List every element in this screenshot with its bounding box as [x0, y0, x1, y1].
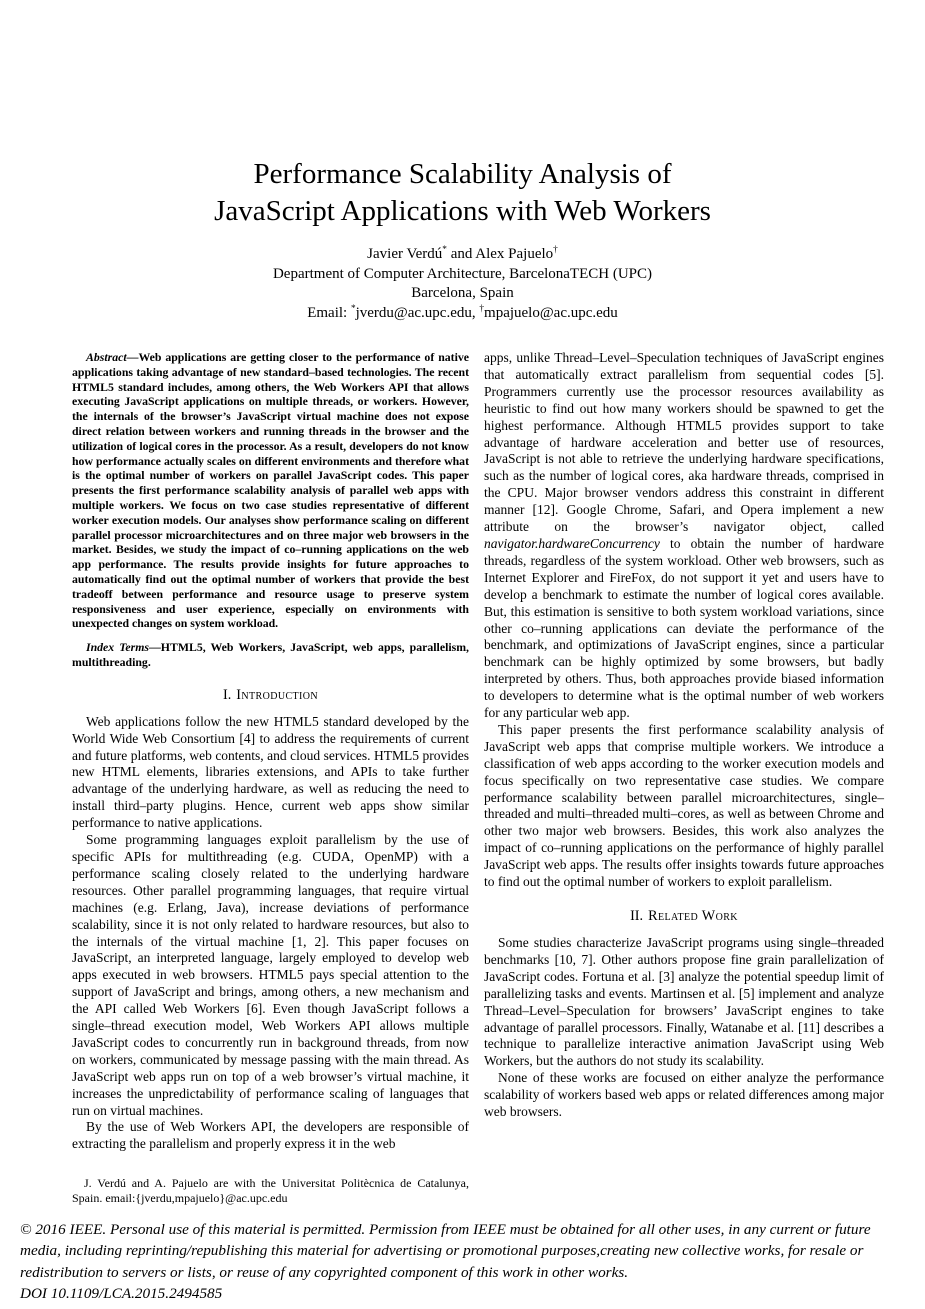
- intro-paragraph-3-start: By the use of Web Workers API, the developers are responsible of extracting the parallelism and properly express it in the web: [72, 1119, 469, 1152]
- section-heading-introduction: [72, 687, 469, 704]
- abstract-label: Abstract: [86, 350, 127, 364]
- author-affiliation: Department of Computer Architecture, BarcelonaTECH (UPC): [272, 265, 653, 282]
- author-names: [0, 245, 925, 265]
- section-number: II.: [630, 908, 644, 924]
- paper-title: [0, 156, 925, 230]
- intro-paragraph-4: This paper presents the first performance scalability analysis of JavaScript web apps that comprise multiple workers. We introduce a classification of web apps according to the worker execution models and focus specifically on two representative case studies. We compare performance scalability between parallel microarchitectures, single–threaded and multi–threaded multi–cores, as well as between Chrome and other two major web browsers. Besides, this work also analyzes the impact of co–running applications on the performance of highly parallel JavaScript web apps. The results offer insights towards future approaches to find out the optimal number of workers to exploit parallelism.: [484, 721, 884, 890]
- copyright-notice: © 2016 IEEE. Personal use of this material is permitted. Permission from IEEE must be obtained for all other uses, in any current or future media, including reprinting/republishing this material for advertising or promotional purposes,creating new collective works, for resale or redistribution to servers or lists, or reuse of any copyrighted component of this work in other works.: [20, 1221, 871, 1281]
- author-name-2: and Alex Pajuelo: [446, 246, 554, 262]
- paragraph-text: to obtain the number of hardware threads, regardless of the system workload. Other web browsers, such as Internet Explorer and FireFox, do not support it yet and users have to develop a benchmark to estimate the number of logical cores available. But, this estimation is sensitive to both system workload variations, since other co–running applications can deviate the performance of the benchmark, and optimizations of JavaScript engines, since a particular benchmark can be highly optimized by some browsers, but badly interpreted by others. Thus, both approaches provide biased information to developers to determine what is the optimal number of web workers for any particular web app.: [484, 535, 884, 721]
- index-terms-label: Index Terms: [86, 640, 149, 655]
- email-address-1: jverdu@ac.upc.edu,: [355, 304, 480, 321]
- author-block: [0, 245, 925, 323]
- paragraph-text: apps, unlike Thread–Level–Speculation techniques of JavaScript engines that automatically extract parallelism from sequential codes [5]. Programmers currently use the processor resources availability as heuristic to find out how many workers should be spawned to get the highest performance. Although HTML5 provides support to take advantage of hardware acceleration and better use of resources, JavaScript is not able to retrieve the underlying hardware specifications, such as the number of logical cores, aka hardware threads, comprised in the CPU. Major browser vendors address this constraint in different manner [12]. Google Chrome, Safari, and Opera implement a new attribute on the browser’s navigator object, called: [484, 350, 884, 535]
- author-name-1: Javier Verdú: [367, 246, 443, 262]
- email-mark-2: †: [479, 303, 485, 314]
- intro-paragraph-1: Web applications follow the new HTML5 standard developed by the World Wide Web Consortium [4] to address the requirements of current and future platforms, web contents, and cloud services. HTML5 provides new HTML elements, libraries extensions, and APIs to take further advantage of the underlying hardware, as well as reducing the need to install third–party plugins. Hence, current web apps show similar performance to native applications.: [72, 713, 469, 831]
- section-title: Introduction: [236, 686, 319, 703]
- email-prefix: Email:: [307, 304, 351, 321]
- author-location: Barcelona, Spain: [411, 285, 514, 301]
- author-email: [0, 304, 925, 324]
- paper-title-line2: JavaScript Applications with Web Workers: [214, 195, 711, 227]
- index-terms-text: —HTML5, Web Workers, JavaScript, web apps, parallelism, multithreading.: [72, 640, 469, 669]
- navigator-hardware-concurrency-term: navigator.hardwareConcurrency: [484, 535, 660, 551]
- author-mark-2: †: [553, 245, 558, 255]
- email-mark-1: *: [350, 303, 356, 314]
- index-terms: [72, 640, 469, 670]
- abstract: [72, 350, 469, 631]
- copyright-footer: [20, 1219, 912, 1305]
- paper-title-line1: Performance Scalability Analysis of: [253, 158, 672, 190]
- left-column: [72, 350, 469, 1206]
- related-work-paragraph-1: Some studies characterize JavaScript programs using single–threaded benchmarks [10, 7]. Other authors propose fine grain parallelization of JavaScript codes. Fortuna et al. [3] analyze the potential speedup limit of parallelizing tasks and events. Martinsen et al. [5] implement and analyze Thread–Level–Speculation for browsers’ JavaScript engines to take advantage of parallel processors. Finally, Watanabe et al. [11] describes a technique to parallelize interactive animation JavaScript using Web Workers, but the authors do not study its scalability.: [484, 935, 884, 1069]
- right-column: [484, 350, 884, 1206]
- section-number: I.: [222, 686, 232, 703]
- intro-paragraph-2: Some programming languages exploit parallelism by the use of specific APIs for multithreading (e.g. CUDA, OpenMP) with a performance scaling closely related to the underlying hardware resources. Other parallel programming languages, that require virtual machines (e.g. Erlang, Java), increase deviations of performance scalability, since it is not only related to hardware resources, but also to the internals of the virtual machine [1, 2]. This paper focuses on JavaScript, an interpreted language, largely employed to develop web apps executed in web browsers. HTML5 pays special attention to the support of JavaScript and brings, among others, a new mechanism and the API called Web Workers [6]. Even though JavaScript follows a single–thread execution model, Web Workers API allows multiple JavaScript codes to concurrently run in background threads, from now on workers, communicated by message passing with the main thread. As JavaScript web apps run on top of a web browser’s virtual machine, it increases the unpredictability of performance scaling of languages that run on virtual machines.: [72, 832, 469, 1118]
- section-heading-related-work: [484, 908, 884, 925]
- author-footnote: J. Verdú and A. Pajuelo are with the Universitat Politècnica de Catalunya, Spain. email:{jverdu,mpajuelo}@ac.upc.edu: [72, 1176, 469, 1206]
- doi: DOI 10.1109/LCA.2015.2494585: [20, 1285, 223, 1303]
- abstract-text: —Web applications are getting closer to the performance of native applications taking advantage of new standard–based technologies. The recent HTML5 standard includes, among others, the Web Workers API that allows executing JavaScript applications on multiple threads, or workers. However, the internals of the browser’s JavaScript virtual machine does not expose direct relation between workers and running threads in the browser and the utilization of logical cores in the processor. As a result, developers do not know how performance actually scales on different environments and therefore what is the optimal number of workers on parallel JavaScript codes. This paper presents the first performance scalability analysis of parallel web apps with multiple workers. We focus on two case studies representative of different worker execution models. Our analyses show performance scaling on different parallel processor microarchitectures and on three major web browsers in the market. Besides, we study the impact of co–running applications on the web app performance. The results provide insights for future approaches to automatically find out the optimal number of workers that provide the best tradeoff between performance and resource usage to preserve system responsiveness and user experience, especially on environments with unexpected changes on system workload.: [72, 350, 469, 631]
- two-column-body: [72, 350, 884, 1206]
- email-address-2: mpajuelo@ac.upc.edu: [484, 304, 618, 321]
- author-mark-1: *: [442, 245, 447, 255]
- title-block: [0, 156, 925, 323]
- related-work-paragraph-2: None of these works are focused on either analyze the performance scalability of workers based web apps or related differences among major web browsers.: [484, 1070, 884, 1120]
- section-title: Related Work: [648, 908, 738, 924]
- intro-paragraph-3-continued: [484, 350, 884, 722]
